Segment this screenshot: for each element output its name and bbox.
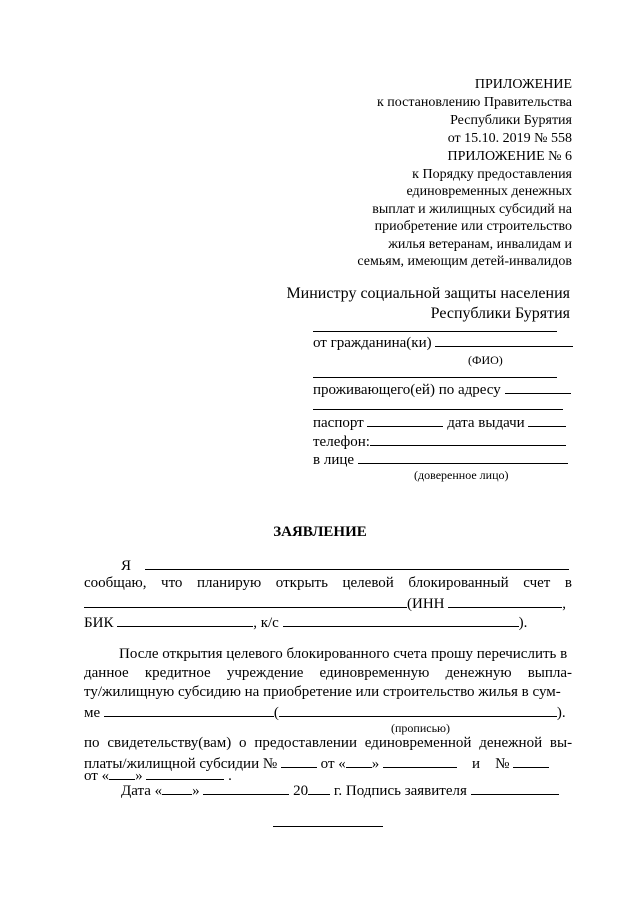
word: предоставлении [254, 735, 357, 751]
certificate-day-field[interactable] [346, 753, 372, 768]
word: кредитное [144, 665, 211, 681]
word: свидетельству(вам) [107, 735, 232, 751]
appendix6-line: приобретение или строительство [374, 219, 572, 234]
ya-label: Я [121, 558, 132, 574]
word: учреждение [226, 665, 304, 681]
appendix6-line: выплат и жилищных субсидий на [372, 201, 572, 217]
word: планирую [197, 575, 262, 591]
from-label: от « [84, 768, 110, 784]
sum-words-field[interactable] [279, 702, 377, 717]
phone-label: телефон: [313, 434, 370, 450]
bank-name-field[interactable] [84, 593, 407, 608]
blank-line[interactable] [313, 409, 563, 410]
appendix-line: от 15.10. 2019 № 558 [447, 131, 572, 146]
appendix6-line: жилья ветеранам, инвалидам и [388, 236, 572, 252]
word: что [161, 575, 183, 591]
address-label: проживающего(ей) по адресу [313, 382, 501, 398]
certificate2-month-field[interactable] [146, 765, 224, 780]
word: единовременной [364, 735, 472, 751]
appendix-title: ПРИЛОЖЕНИЕ [474, 77, 572, 92]
word: единовременную [319, 665, 430, 681]
issue-date-label: дата выдачи [447, 415, 525, 431]
ks-label: , к/с [253, 615, 279, 631]
number-label: № [495, 756, 510, 772]
from-citizen-label: от гражданина(ки) [313, 335, 432, 351]
passport-label: паспорт [313, 415, 364, 431]
ks-close: ). [518, 615, 528, 631]
year-field[interactable] [308, 780, 330, 795]
bik-field[interactable] [117, 612, 253, 627]
phone-field[interactable] [370, 431, 566, 446]
word: сообщаю, [84, 575, 147, 591]
quote-close: » [371, 756, 380, 772]
inn-field[interactable] [448, 593, 562, 608]
quote-close: » [135, 768, 143, 784]
sum-words-field-2[interactable] [377, 702, 557, 717]
sum-close: ). [556, 705, 566, 721]
document-title: ЗАЯВЛЕНИЕ [273, 524, 367, 540]
propisyu-caption: (прописью) [391, 721, 451, 735]
word: по [84, 735, 100, 751]
appendix6-title: ПРИЛОЖЕНИЕ № 6 [447, 149, 572, 164]
word: выпла- [527, 665, 573, 681]
statement-line1 [121, 555, 569, 576]
year-prefix: 20 [293, 783, 309, 799]
appendix-line: Республики Бурятия [450, 113, 572, 128]
paragraph2-line4 [84, 702, 566, 723]
word: денежной [479, 735, 543, 751]
certificate2-day-field[interactable] [109, 765, 135, 780]
certificate-number-field[interactable] [281, 753, 317, 768]
word: открыть [275, 575, 328, 591]
paragraph2-line5 [84, 734, 572, 753]
ks-field[interactable] [283, 612, 315, 627]
date-quote: » [192, 783, 200, 799]
certificate-month-field[interactable] [383, 753, 457, 768]
passport-field[interactable] [367, 412, 443, 427]
ks-field-2[interactable] [315, 612, 519, 627]
bottom-signature-line[interactable] [273, 826, 383, 827]
certificate-number2-field[interactable] [513, 753, 549, 768]
from-label: от « [320, 756, 346, 772]
statement-line2 [84, 574, 572, 593]
word: в [564, 575, 572, 591]
fio-field[interactable] [435, 332, 573, 347]
statement-line3 [84, 593, 566, 614]
appendix-header [377, 76, 572, 148]
addressee [286, 284, 570, 324]
appendix6-line: семьям, имеющим детей-инвалидов [357, 254, 572, 269]
signature-label: г. Подпись заявителя [333, 783, 467, 799]
paragraph2-line2 [84, 664, 572, 683]
statement-line4 [84, 612, 527, 633]
date-month-field[interactable] [203, 780, 289, 795]
appendix6-line: единовременных денежных [406, 184, 572, 199]
addressee-line: Министру социальной защиты населения [286, 285, 570, 302]
proxy-caption: (доверенное лицо) [414, 468, 509, 482]
inn-label: (ИНН [407, 596, 445, 612]
word: вы- [549, 735, 573, 751]
address-field[interactable] [505, 379, 571, 394]
passport-row [313, 412, 566, 433]
date-day-field[interactable] [162, 780, 192, 795]
sum-digits-field[interactable] [104, 702, 274, 717]
paragraph2-line1: После открытия целевого блокированного счета прошу перечислить в [119, 646, 568, 662]
fio-caption: (ФИО) [468, 353, 503, 367]
word: счет [523, 575, 551, 591]
applicant-name-field[interactable] [145, 555, 569, 570]
signature-row [121, 780, 559, 801]
date-label: Дата « [121, 783, 163, 799]
and-label: и [472, 756, 481, 772]
appendix6-line: к Порядку предоставления [412, 166, 572, 182]
appendix-line: к постановлению Правительства [376, 95, 572, 110]
addressee-line: Республики Бурятия [430, 305, 570, 322]
inn-close: , [562, 596, 566, 612]
certificate-label: платы/жилищной субсидии № [84, 756, 278, 772]
appendix6-header [357, 148, 572, 271]
paragraph2-line3: ту/жилищную субсидию на приобретение или строительство жилья в сум- [84, 684, 561, 700]
word: данное [84, 665, 129, 681]
proxy-field[interactable] [358, 449, 568, 464]
sum-open: ( [273, 705, 279, 721]
sum-label: ме [84, 705, 101, 721]
signature-field[interactable] [471, 780, 559, 795]
proxy-label: в лице [313, 452, 355, 468]
blank-line[interactable] [313, 377, 557, 378]
word: денежную [445, 665, 512, 681]
from-citizen-row [313, 332, 573, 353]
word: блокированный [408, 575, 509, 591]
bik-label: БИК [84, 615, 114, 631]
word: о [239, 735, 247, 751]
issue-date-field[interactable] [528, 412, 566, 427]
word: целевой [342, 575, 394, 591]
address-row [313, 379, 571, 400]
line-end: . [228, 768, 232, 784]
